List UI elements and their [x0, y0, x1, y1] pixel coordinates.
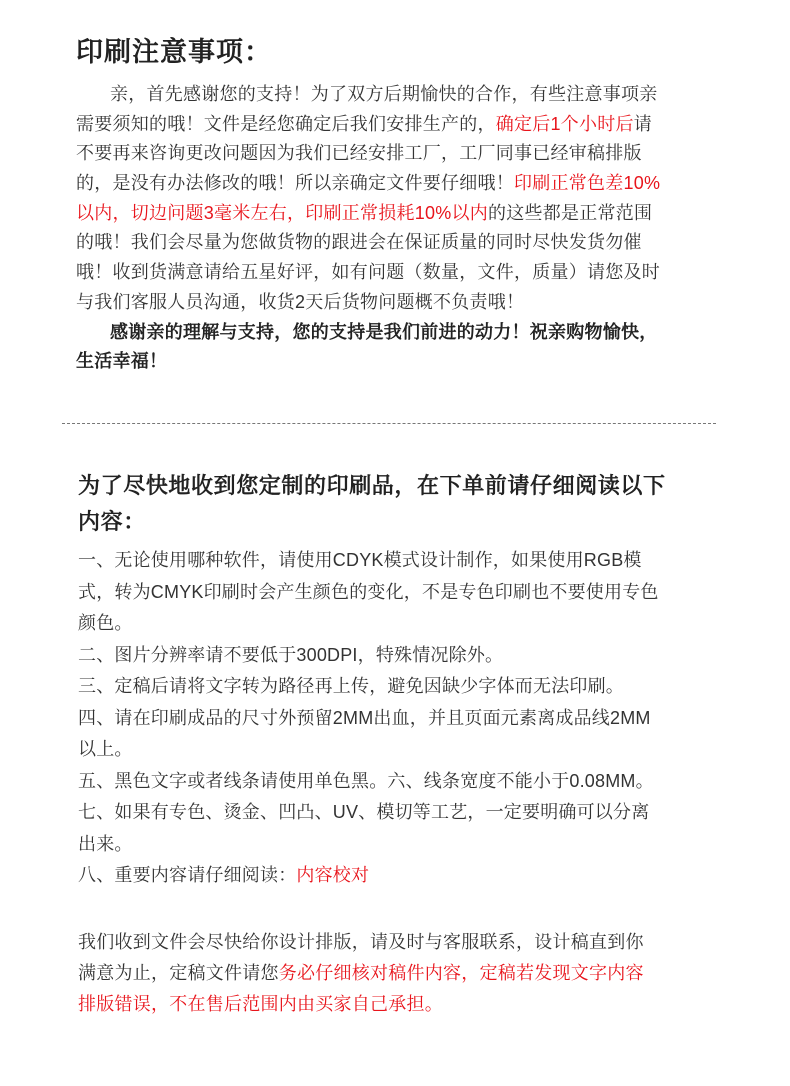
- text-line: [78, 734, 718, 766]
- text-segment: 以上。: [78, 739, 133, 759]
- highlighted-text: 确定后1个小时后: [495, 113, 634, 134]
- text-segment: 八、重要内容请仔细阅读：: [78, 865, 297, 885]
- text-line: [78, 958, 718, 989]
- text-segment: 七、如果有专色、烫金、凹凸、UV、模切等工艺，一定要明确可以分离: [78, 802, 650, 822]
- text-segment: 的这些都是正常范围: [488, 202, 653, 223]
- highlighted-text: 印刷正常色差10%: [514, 173, 661, 194]
- heading-line: 为了尽快地收到您定制的印刷品，在下单前请仔细阅读以下: [78, 473, 666, 498]
- text-segment: 三、定稿后请将文字转为路径再上传，避免因缺少字体而无法印刷。: [78, 676, 624, 696]
- bold-text: 感谢亲的理解与支持，您的支持是我们前进的动力！祝亲购物愉快，: [110, 321, 658, 342]
- text-line: [78, 608, 718, 640]
- text-segment: 的，是没有办法修改的哦！所以亲确定文件要仔细哦！: [76, 173, 514, 194]
- text-segment: 不要再来咨询更改问题因为我们已经安排工厂，工厂同事已经审稿排版: [76, 143, 642, 164]
- text-segment: 我们收到文件会尽快给你设计排版，请及时与客服联系，设计稿直到你: [78, 932, 644, 952]
- text-line: [76, 169, 716, 199]
- text-segment: 哦！收到货满意请给五星好评，如有问题（数量，文件，质量）请您及时: [76, 262, 660, 283]
- dashed-divider: [62, 423, 716, 424]
- text-line: [76, 139, 716, 169]
- text-segment: 请: [633, 113, 653, 134]
- text-line: [78, 797, 718, 829]
- heading-line: 内容：: [78, 509, 146, 534]
- text-line: [78, 545, 718, 577]
- highlighted-text: 内容校对: [296, 865, 370, 885]
- text-line: [78, 829, 718, 861]
- text-segment: 二、图片分辨率请不要低于300DPI，特殊情况除外。: [78, 644, 504, 665]
- text-line: [76, 347, 716, 377]
- text-segment: 颜色。: [78, 613, 133, 633]
- text-segment: 五、黑色文字或者线条请使用单色黑。六、线条宽度不能小于0.08MM。: [78, 770, 654, 791]
- text-line: [76, 199, 716, 229]
- text-segment: 亲，首先感谢您的支持！为了双方后期愉快的合作，有些注意事项亲: [110, 84, 658, 104]
- text-line: [78, 766, 718, 798]
- intro-paragraph: [76, 80, 716, 377]
- text-line: [78, 703, 718, 735]
- text-line: [76, 318, 716, 348]
- text-segment: 的哦！我们会尽量为您做货物的跟进会在保证质量的同时尽快发货勿催: [76, 232, 642, 253]
- text-segment: 满意为止，定稿文件请您: [78, 963, 279, 983]
- highlighted-text: 务必仔细核对稿件内容，定稿若发现文字内容: [278, 963, 644, 983]
- text-line: [76, 80, 716, 110]
- highlighted-text: 以内，切边问题3毫米左右，印刷正常损耗10%以内: [76, 202, 489, 223]
- text-segment: 需要须知的哦！文件是经您确定后我们安排生产的，: [76, 113, 496, 134]
- text-segment: 四、请在印刷成品的尺寸外预留2MM出血，并且页面元素离成品线2MM: [78, 707, 651, 728]
- rules-list: [78, 545, 718, 892]
- text-line: [78, 640, 718, 672]
- text-segment: 一、无论使用哪种软件，请使用CDYK模式设计制作，如果使用RGB模: [78, 550, 642, 570]
- text-segment: 与我们客服人员沟通，收货2天后货物问题概不负责哦！: [76, 291, 525, 312]
- text-line: [78, 989, 718, 1020]
- text-line: [78, 671, 718, 703]
- text-line: [76, 288, 716, 318]
- text-segment: 出来。: [78, 833, 133, 854]
- closing-paragraph: [78, 927, 718, 1020]
- text-line: [76, 258, 716, 288]
- page-title: 印刷注意事项：: [76, 37, 272, 67]
- text-line: [78, 577, 718, 609]
- section-heading: [78, 468, 718, 540]
- highlighted-text: 排版错误，不在售后范围内由买家自己承担。: [78, 994, 443, 1014]
- text-line: [78, 860, 718, 892]
- text-line: [76, 228, 716, 258]
- text-line: [76, 110, 716, 140]
- bold-text: 生活幸福！: [76, 351, 168, 372]
- text-line: [78, 927, 718, 958]
- text-segment: 式，转为CMYK印刷时会产生颜色的变化，不是专色印刷也不要使用专色: [78, 581, 659, 602]
